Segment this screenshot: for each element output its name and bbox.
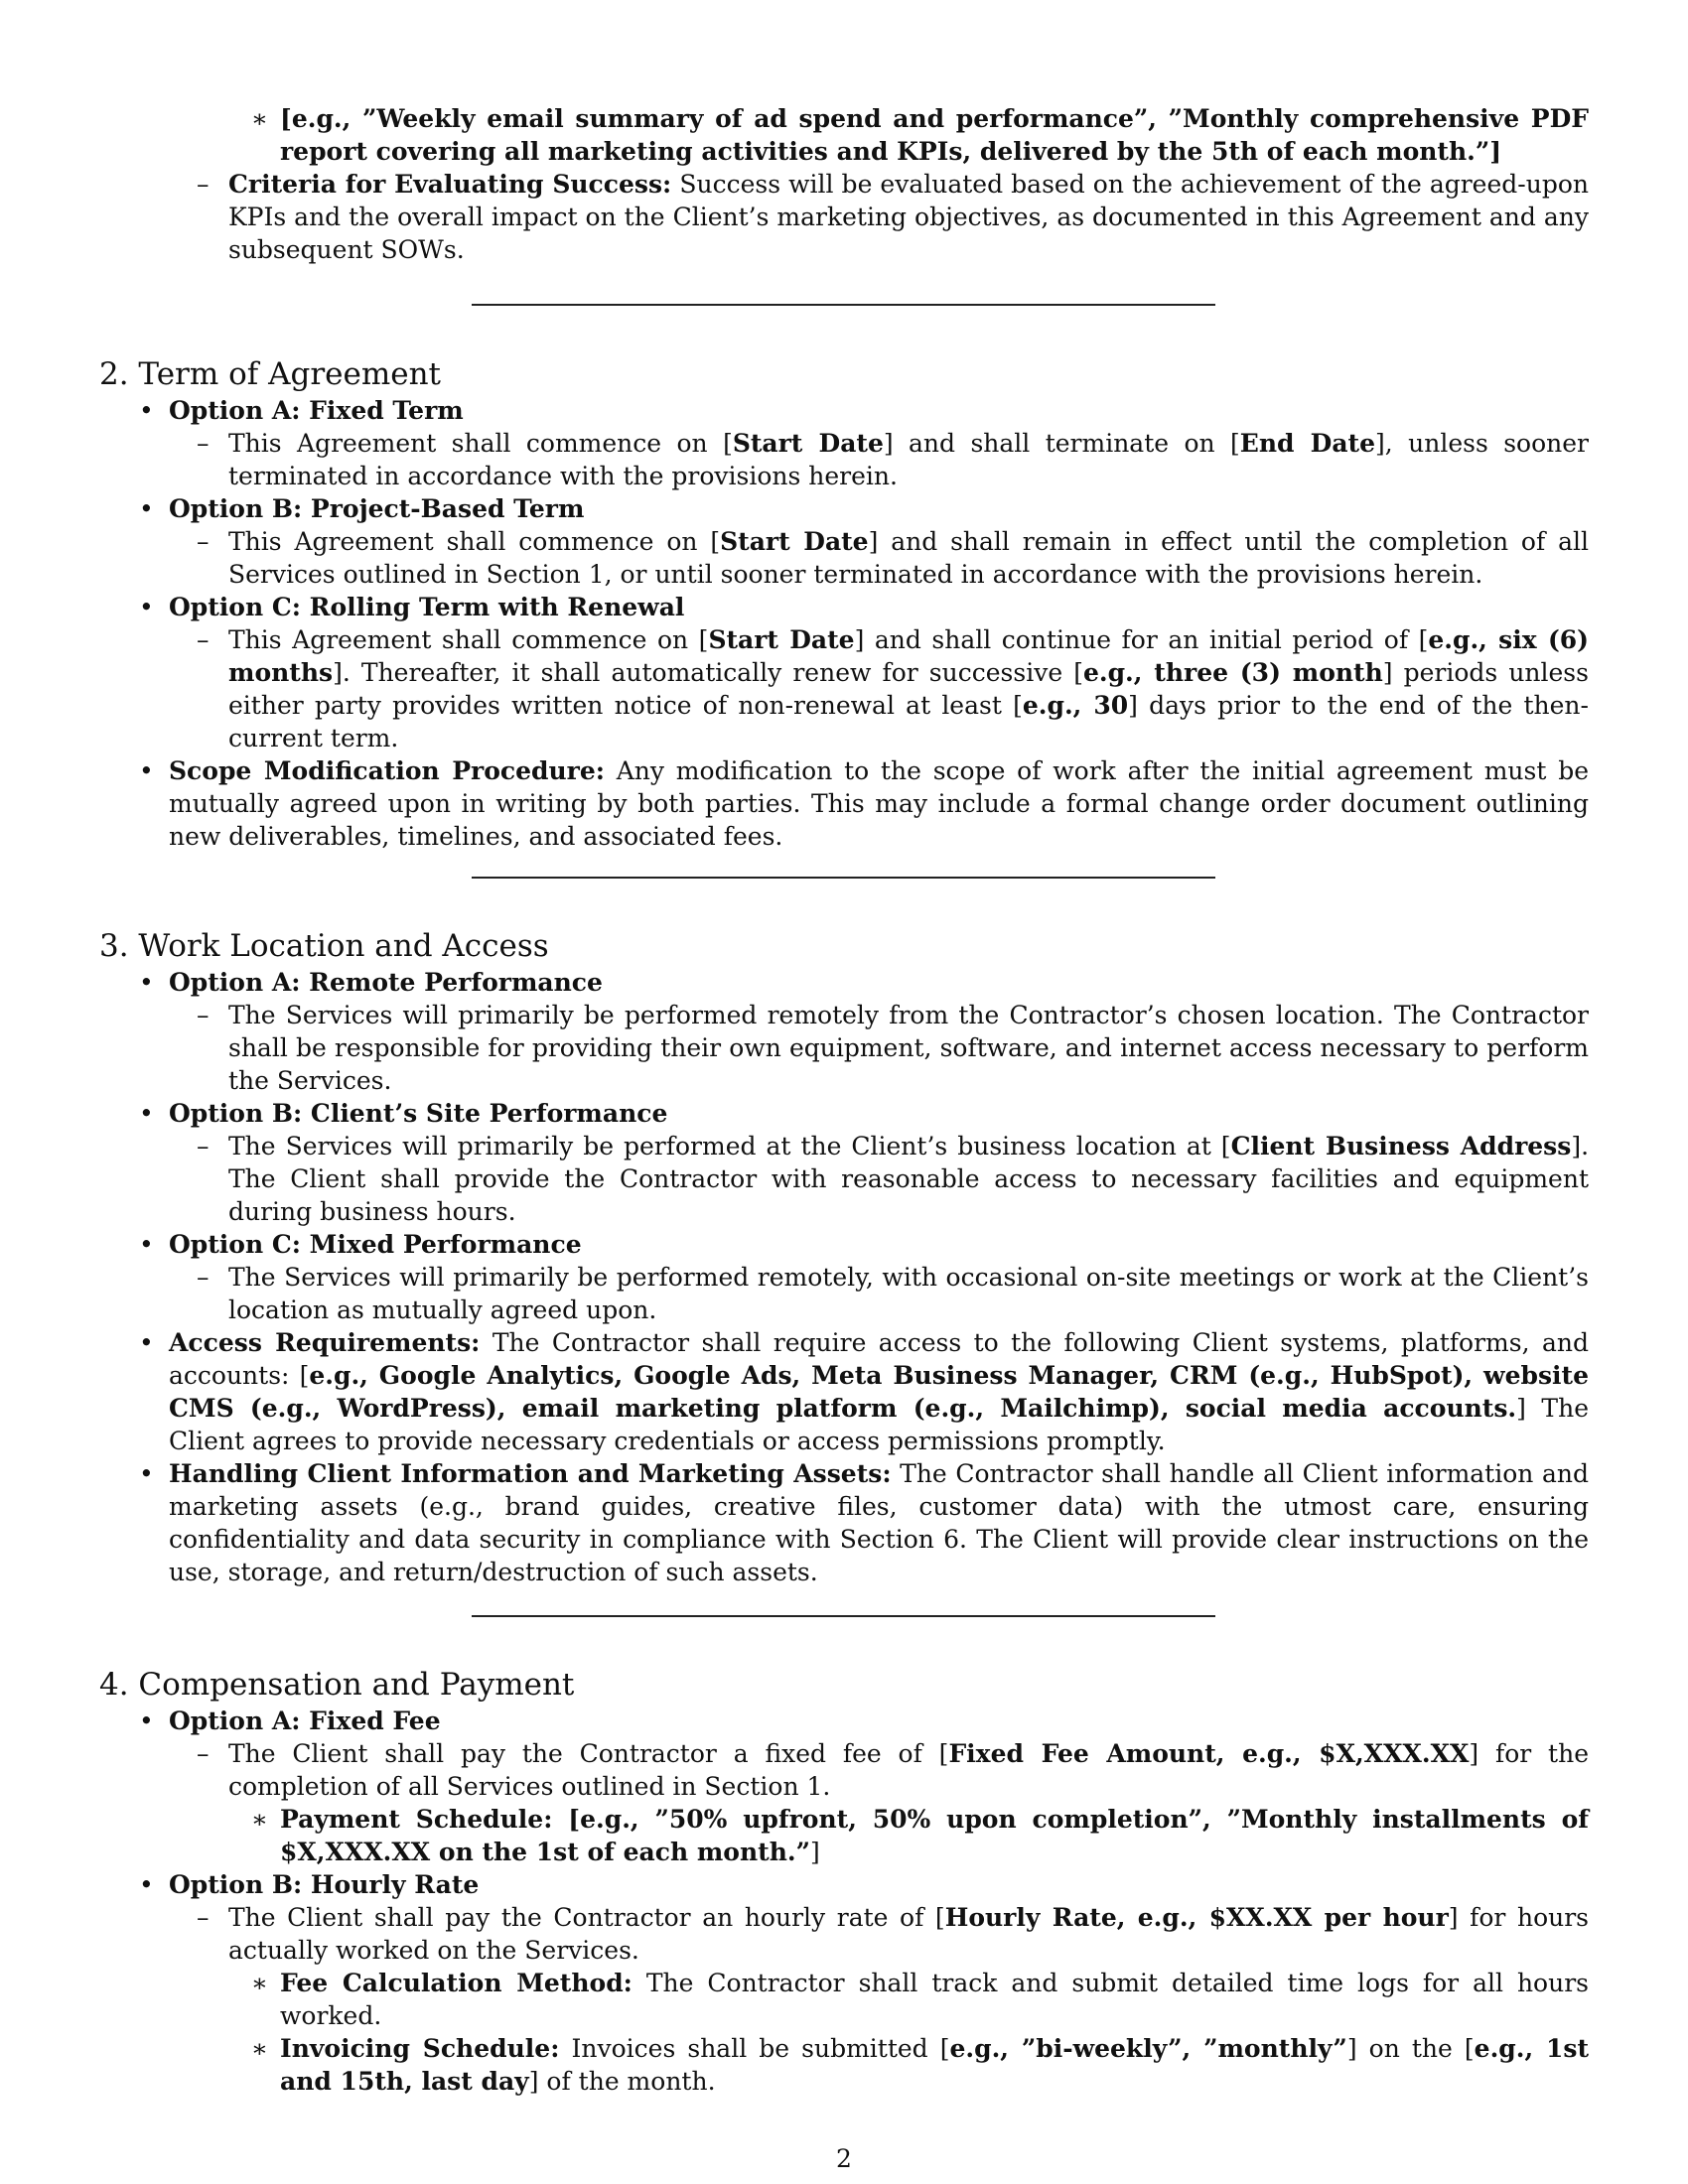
section-3 [99,926,1589,1588]
bullet-icon: • [139,1870,154,1899]
scope-modification-item: • Scope Modification Procedure: Any modification to the scope of work after the initial agreement must be mutually agreed upon in writing by both parties. This may include a formal change order document outlining new deliverables, timelines, and associated fees. [139,756,1589,851]
access-requirements-item: • Access Requirements: The Contractor shall require access to the following Client systems, platforms, and accounts: [e.g., Google Analytics, Google Ads, Meta Business Manager, CRM (e.g., HubSpot), website CMS (e.g., WordPress), email marketing platform (e.g., Mailchimp), social media accounts.] The Client agrees to provide necessary credentials or access permissions promptly. [139,1328,1589,1455]
page-number: 2 [836,2144,852,2173]
option-a-text: – The Client shall pay the Contractor a fixed fee of [Fixed Fee Amount, e.g., $X,XXX.XX] for the completion of all Services outlined in Section 1. [197,1739,1589,1801]
section-4-title: 4. Compensation and Payment [99,1667,575,1703]
top-block [99,102,1589,266]
dash-bullet-icon: – [197,1903,210,1932]
fee-calculation-item: ∗ Fee Calculation Method: The Contractor shall track and submit detailed time logs for all hours worked. [251,1969,1589,2030]
bullet-icon: • [139,1230,154,1259]
option-c-text: – The Services will primarily be performed remotely, with occasional on-site meetings or work at the Client’s location as mutually agreed upon. [197,1263,1589,1324]
option-b-item: • Option B: Client’s Site Performance [139,1099,668,1128]
bullet-icon: • [139,1328,154,1357]
asterisk-bullet-icon: ∗ [251,1805,268,1834]
handling-information-item: • Handling Client Information and Marketing Assets: The Contractor shall handle all Client information and marketing assets (e.g., brand guides, creative files, customer data) with the utmost care, ensuring confidentiality and data security in compliance with Section 6. The Client will provide clear instructions on the use, storage, and return/destruction of such assets. [139,1459,1589,1586]
bullet-icon: • [139,593,154,621]
option-b-item: • Option B: Hourly Rate [139,1870,480,1899]
section-divider [472,304,1215,306]
report-format-item: ∗ [e.g., ”Weekly email summary of ad spend and performance”, ”Monthly comprehensive PDF report covering all marketing activities and KPIs, delivered by the 5th of each month.”] [251,104,1589,166]
section-2 [99,354,1589,853]
bullet-icon: • [139,494,154,523]
option-c-item: • Option C: Rolling Term with Renewal [139,593,685,621]
dash-bullet-icon: – [197,1001,210,1029]
bullet-icon: • [139,396,154,425]
bullet-icon: • [139,1459,154,1488]
bullet-icon: • [139,756,154,785]
asterisk-bullet-icon: ∗ [251,2034,268,2063]
asterisk-bullet-icon: ∗ [251,1969,268,1997]
section-divider [472,1615,1215,1617]
section-divider [472,877,1215,879]
option-b-text: – The Client shall pay the Contractor an hourly rate of [Hourly Rate, e.g., $XX.XX per hour] for hours actually worked on the Services. [197,1903,1590,1965]
asterisk-bullet-icon: ∗ [251,104,268,133]
bullet-icon: • [139,968,154,997]
option-a-item: • Option A: Remote Performance [139,968,603,997]
option-b-text: – The Services will primarily be performed at the Client’s business location at [Client Business Address]. The Client shall provide the Contractor with reasonable access to necessary facilities and equipment during business hours. [197,1132,1590,1226]
option-b-text: – This Agreement shall commence on [Start Date] and shall remain in effect until the completion of all Services outlined in Section 1, or until sooner terminated in accordance with the provisions herein. [197,527,1589,589]
bullet-icon: • [139,1706,154,1735]
option-c-item: • Option C: Mixed Performance [139,1230,582,1259]
criteria-item: – Criteria for Evaluating Success: Success will be evaluated based on the achievement of the agreed-upon KPIs and the overall impact on the Client’s marketing objectives, as documented in this Agreement and any subsequent SOWs. [197,170,1589,264]
dash-bullet-icon: – [197,429,210,458]
option-c-text: – This Agreement shall commence on [Start Date] and shall continue for an initial period of [e.g., six (6) months]. Thereafter, it shall automatically renew for successive [e.g., three (3) month] periods unless either party provides written notice of non-renewal at least [e.g., 30] days prior to the end of the then-current term. [197,625,1589,752]
dash-bullet-icon: – [197,527,210,556]
bullet-icon: • [139,1099,154,1128]
invoicing-schedule-item: ∗ Invoicing Schedule: Invoices shall be submitted [e.g., ”bi-weekly”, ”monthly”] on the [e.g., 1st and 15th, last day] of the month. [251,2034,1590,2096]
option-a-text: – This Agreement shall commence on [Start Date] and shall terminate on [End Date], unless sooner terminated in accordance with the provisions herein. [197,429,1589,490]
option-a-item: • Option A: Fixed Term [139,396,464,425]
option-a-text: – The Services will primarily be performed remotely from the Contractor’s chosen location. The Contractor shall be responsible for providing their own equipment, software, and internet access necessary to perform the Services. [197,1001,1589,1095]
section-4 [99,1665,1589,2098]
option-b-item: • Option B: Project-Based Term [139,494,585,523]
section-2-title: 2. Term of Agreement [99,356,442,392]
option-a-item: • Option A: Fixed Fee [139,1706,441,1735]
dash-bullet-icon: – [197,170,210,199]
dash-bullet-icon: – [197,1263,210,1292]
payment-schedule-item: ∗ Payment Schedule: [e.g., ”50% upfront, 50% upon completion”, ”Monthly installments of $X,XXX.XX on the 1st of each month.”] [251,1805,1589,1866]
dash-bullet-icon: – [197,1132,210,1160]
dash-bullet-icon: – [197,625,210,654]
dash-bullet-icon: – [197,1739,210,1768]
section-3-title: 3. Work Location and Access [99,928,549,964]
